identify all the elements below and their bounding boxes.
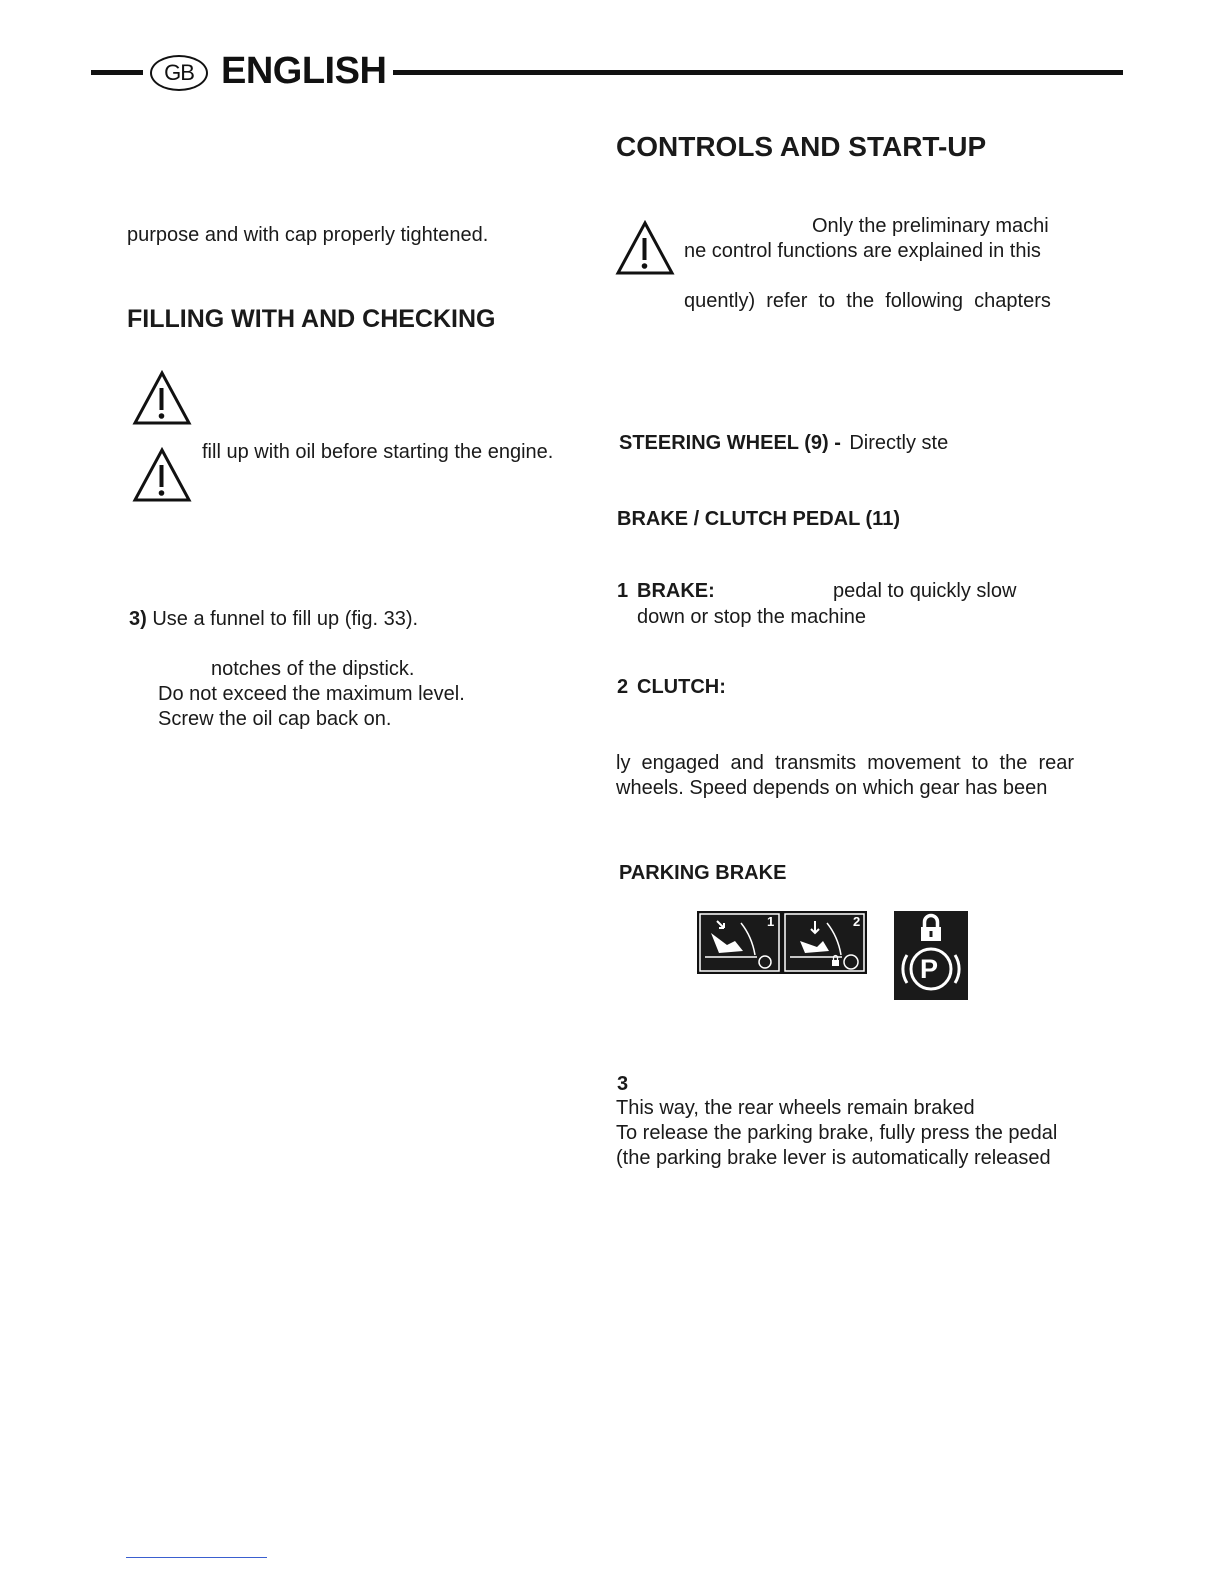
intro-text: purpose and with cap properly tightened. xyxy=(127,224,489,246)
brake-text: pedal to quickly slow xyxy=(833,580,1017,602)
warning-triangle-icon xyxy=(132,447,192,503)
warning-triangle-icon xyxy=(615,220,675,276)
clutch-text-2: wheels. Speed depends on which gear has been xyxy=(616,777,1048,799)
header-rule-left xyxy=(91,70,143,75)
clutch-number: 2 xyxy=(617,676,629,698)
max-level-line: Do not exceed the maximum level. xyxy=(158,683,465,705)
warning-triangle-icon xyxy=(132,370,192,426)
steering-label: STEERING WHEEL (9) - xyxy=(619,432,841,454)
parking-p-symbol: P xyxy=(920,954,939,984)
clutch-label: CLUTCH: xyxy=(637,676,726,698)
page-title: CONTROLS AND START-UP xyxy=(616,131,987,162)
brake-text-2: down or stop the machine xyxy=(637,606,867,628)
warning-line-3: quently) refer to the following chapters xyxy=(684,290,1051,312)
steering-text: Directly ste xyxy=(849,432,949,454)
parking-brake-pictogram xyxy=(697,911,867,974)
brake-clutch-title: BRAKE / CLUTCH PEDAL (11) xyxy=(617,508,900,530)
pedal-steps-icon xyxy=(697,911,867,974)
park-line-3: (the parking brake lever is automatically released xyxy=(616,1147,1051,1169)
warning-line-2: ne control functions are explained in this xyxy=(684,240,1041,262)
warning-oil-text: fill up with oil before starting the engine. xyxy=(202,441,554,463)
header-rule-right xyxy=(393,70,1123,75)
step-number: 3) xyxy=(129,608,147,630)
steering-wheel-row xyxy=(619,432,948,455)
section-title-filling: FILLING WITH AND CHECKING xyxy=(127,305,496,333)
pictogram-step-1: 1 xyxy=(767,914,775,929)
brake-number: 1 xyxy=(617,580,629,602)
park-line-1: This way, the rear wheels remain braked xyxy=(616,1097,975,1119)
pictogram-step-2: 2 xyxy=(853,914,861,929)
step-3-left xyxy=(129,608,418,631)
parking-brake-title: PARKING BRAKE xyxy=(619,862,787,884)
screw-cap-line: Screw the oil cap back on. xyxy=(158,708,392,730)
clutch-text-1: ly engaged and transmits movement to the rear xyxy=(616,752,1075,774)
parking-lock-pictogram xyxy=(894,911,968,1000)
step-text: Use a funnel to fill up (fig. 33). xyxy=(152,608,419,630)
language-title: ENGLISH xyxy=(221,50,387,92)
park-step-3: 3 xyxy=(617,1073,629,1095)
dipstick-line: notches of the dipstick. xyxy=(211,658,415,680)
language-badge: GB xyxy=(150,55,208,91)
footer-rule xyxy=(126,1557,267,1558)
warning-line-1: Only the preliminary machi xyxy=(812,215,1049,237)
brake-label: BRAKE: xyxy=(637,580,715,602)
park-line-2: To release the parking brake, fully press the pedal xyxy=(616,1122,1058,1144)
